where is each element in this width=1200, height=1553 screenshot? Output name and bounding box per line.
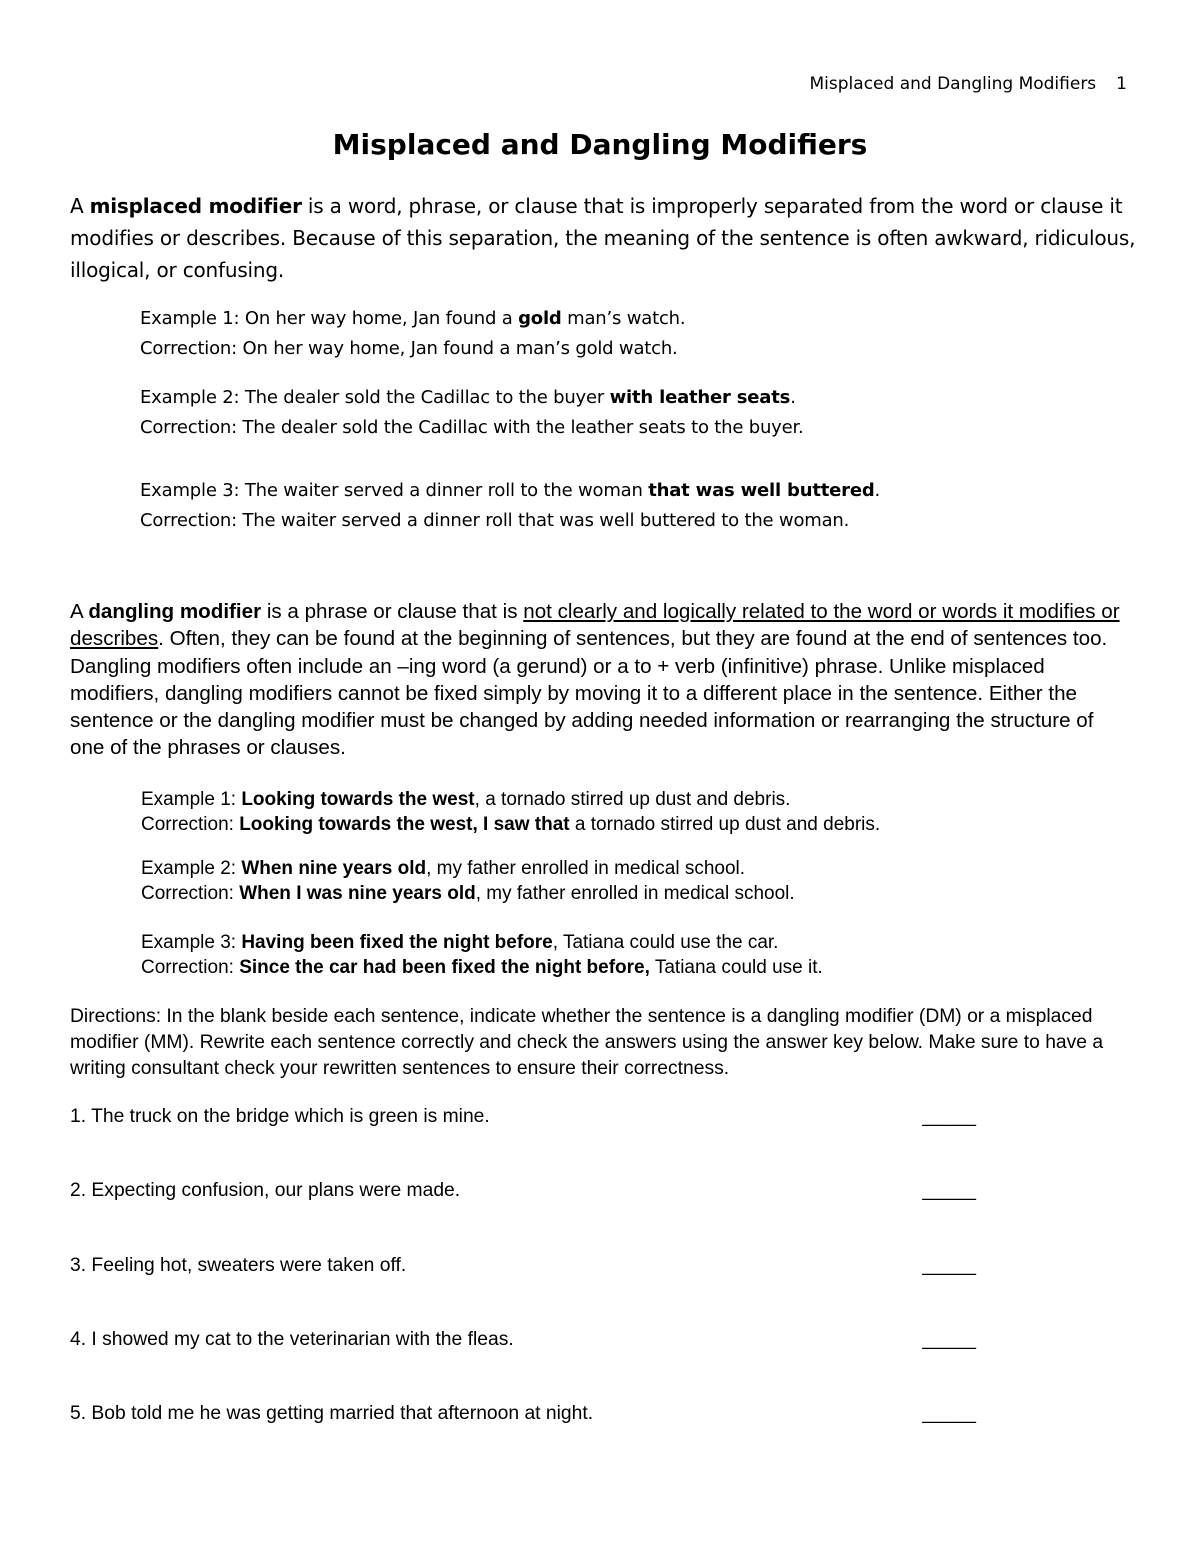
answer-blank[interactable]: _____ bbox=[922, 1329, 976, 1350]
example-line: Example 3: The waiter served a dinner roll to the woman that was well buttered. bbox=[140, 480, 881, 501]
dangling-example-2 bbox=[141, 856, 1141, 906]
correction-line: Correction: The waiter served a dinner roll that was well buttered to the woman. bbox=[140, 510, 850, 531]
answer-blank[interactable]: _____ bbox=[922, 1106, 976, 1127]
exercise-question bbox=[70, 1104, 980, 1130]
question-text: 1. The truck on the bridge which is green is mine. bbox=[70, 1106, 490, 1127]
question-text: 5. Bob told me he was getting married that afternoon at night. bbox=[70, 1403, 594, 1424]
running-header-title: Misplaced and Dangling Modifiers bbox=[809, 74, 1097, 94]
dangling-modifier-term: dangling modifier bbox=[88, 600, 262, 623]
question-text: 3. Feeling hot, sweaters were taken off. bbox=[70, 1255, 407, 1276]
page-number: 1 bbox=[1116, 74, 1127, 94]
example-line: Example 2: The dealer sold the Cadillac to the buyer with leather seats. bbox=[140, 387, 796, 408]
question-text: 2. Expecting confusion, our plans were made. bbox=[70, 1180, 461, 1201]
answer-blank[interactable]: _____ bbox=[922, 1403, 976, 1424]
dangling-example-1 bbox=[141, 787, 1141, 837]
misplaced-example-1 bbox=[140, 304, 1140, 364]
example-line: Example 2: When nine years old, my father enrolled in medical school. bbox=[141, 858, 746, 879]
page-title: Misplaced and Dangling Modifiers bbox=[332, 128, 868, 161]
dangling-modifier-definition: A dangling modifier is a phrase or clause that is not clearly and logically related to the word or words it modifies or describes. Often, they can be found at the beginning of sentences, but they are found at the end of sentences too. Dangling modifiers often include an –ing word (a gerund) or a to + verb (infinitive) phrase. Unlike misplaced modifiers, dangling modifiers cannot be fixed simply by moving it to a different place in the sentence. Either the sentence or the dangling modifier must be changed by adding needed information or rearranging the structure of one of the phrases or clauses. bbox=[70, 600, 1120, 760]
correction-line: Correction: The dealer sold the Cadillac with the leather seats to the buyer. bbox=[140, 417, 804, 438]
question-text: 4. I showed my cat to the veterinarian with the fleas. bbox=[70, 1329, 514, 1350]
exercise-question bbox=[70, 1253, 980, 1279]
exercise-question bbox=[70, 1327, 980, 1353]
exercise-question bbox=[70, 1401, 980, 1427]
misplaced-example-3 bbox=[140, 476, 1140, 536]
correction-line: Correction: When I was nine years old, my father enrolled in medical school. bbox=[141, 883, 795, 904]
example-line: Example 1: On her way home, Jan found a gold man’s watch. bbox=[140, 308, 686, 329]
dangling-example-3 bbox=[141, 930, 1141, 980]
underlined-phrase: not clearly and logically related to the word or words it modifies or describes bbox=[70, 600, 1120, 651]
misplaced-modifier-term: misplaced modifier bbox=[89, 194, 302, 218]
exercise-question bbox=[70, 1178, 980, 1204]
example-line: Example 3: Having been fixed the night before, Tatiana could use the car. bbox=[141, 932, 779, 953]
misplaced-example-2 bbox=[140, 383, 1140, 443]
directions: Directions: In the blank beside each sentence, indicate whether the sentence is a dangling modifier (DM) or a misplaced modifier (MM). Rewrite each sentence correctly and check the answers using the answer key below. Make sure to have a writing consultant check your rewritten sentences to ensure their correctness. bbox=[70, 1006, 1104, 1079]
running-header bbox=[810, 74, 1127, 94]
correction-line: Correction: Looking towards the west, I saw that a tornado stirred up dust and debris. bbox=[141, 814, 881, 835]
answer-blank[interactable]: _____ bbox=[922, 1180, 976, 1201]
misplaced-modifier-definition: A misplaced modifier is a word, phrase, or clause that is improperly separated from the word or clause it modifies or describes. Because of this separation, the meaning of the sentence is often awkward, ridiculous, illogical, or confusing. bbox=[70, 194, 1136, 282]
answer-blank[interactable]: _____ bbox=[922, 1255, 976, 1276]
correction-line: Correction: Since the car had been fixed the night before, Tatiana could use it. bbox=[141, 957, 823, 978]
example-line: Example 1: Looking towards the west, a tornado stirred up dust and debris. bbox=[141, 789, 791, 810]
correction-line: Correction: On her way home, Jan found a man’s gold watch. bbox=[140, 338, 678, 359]
